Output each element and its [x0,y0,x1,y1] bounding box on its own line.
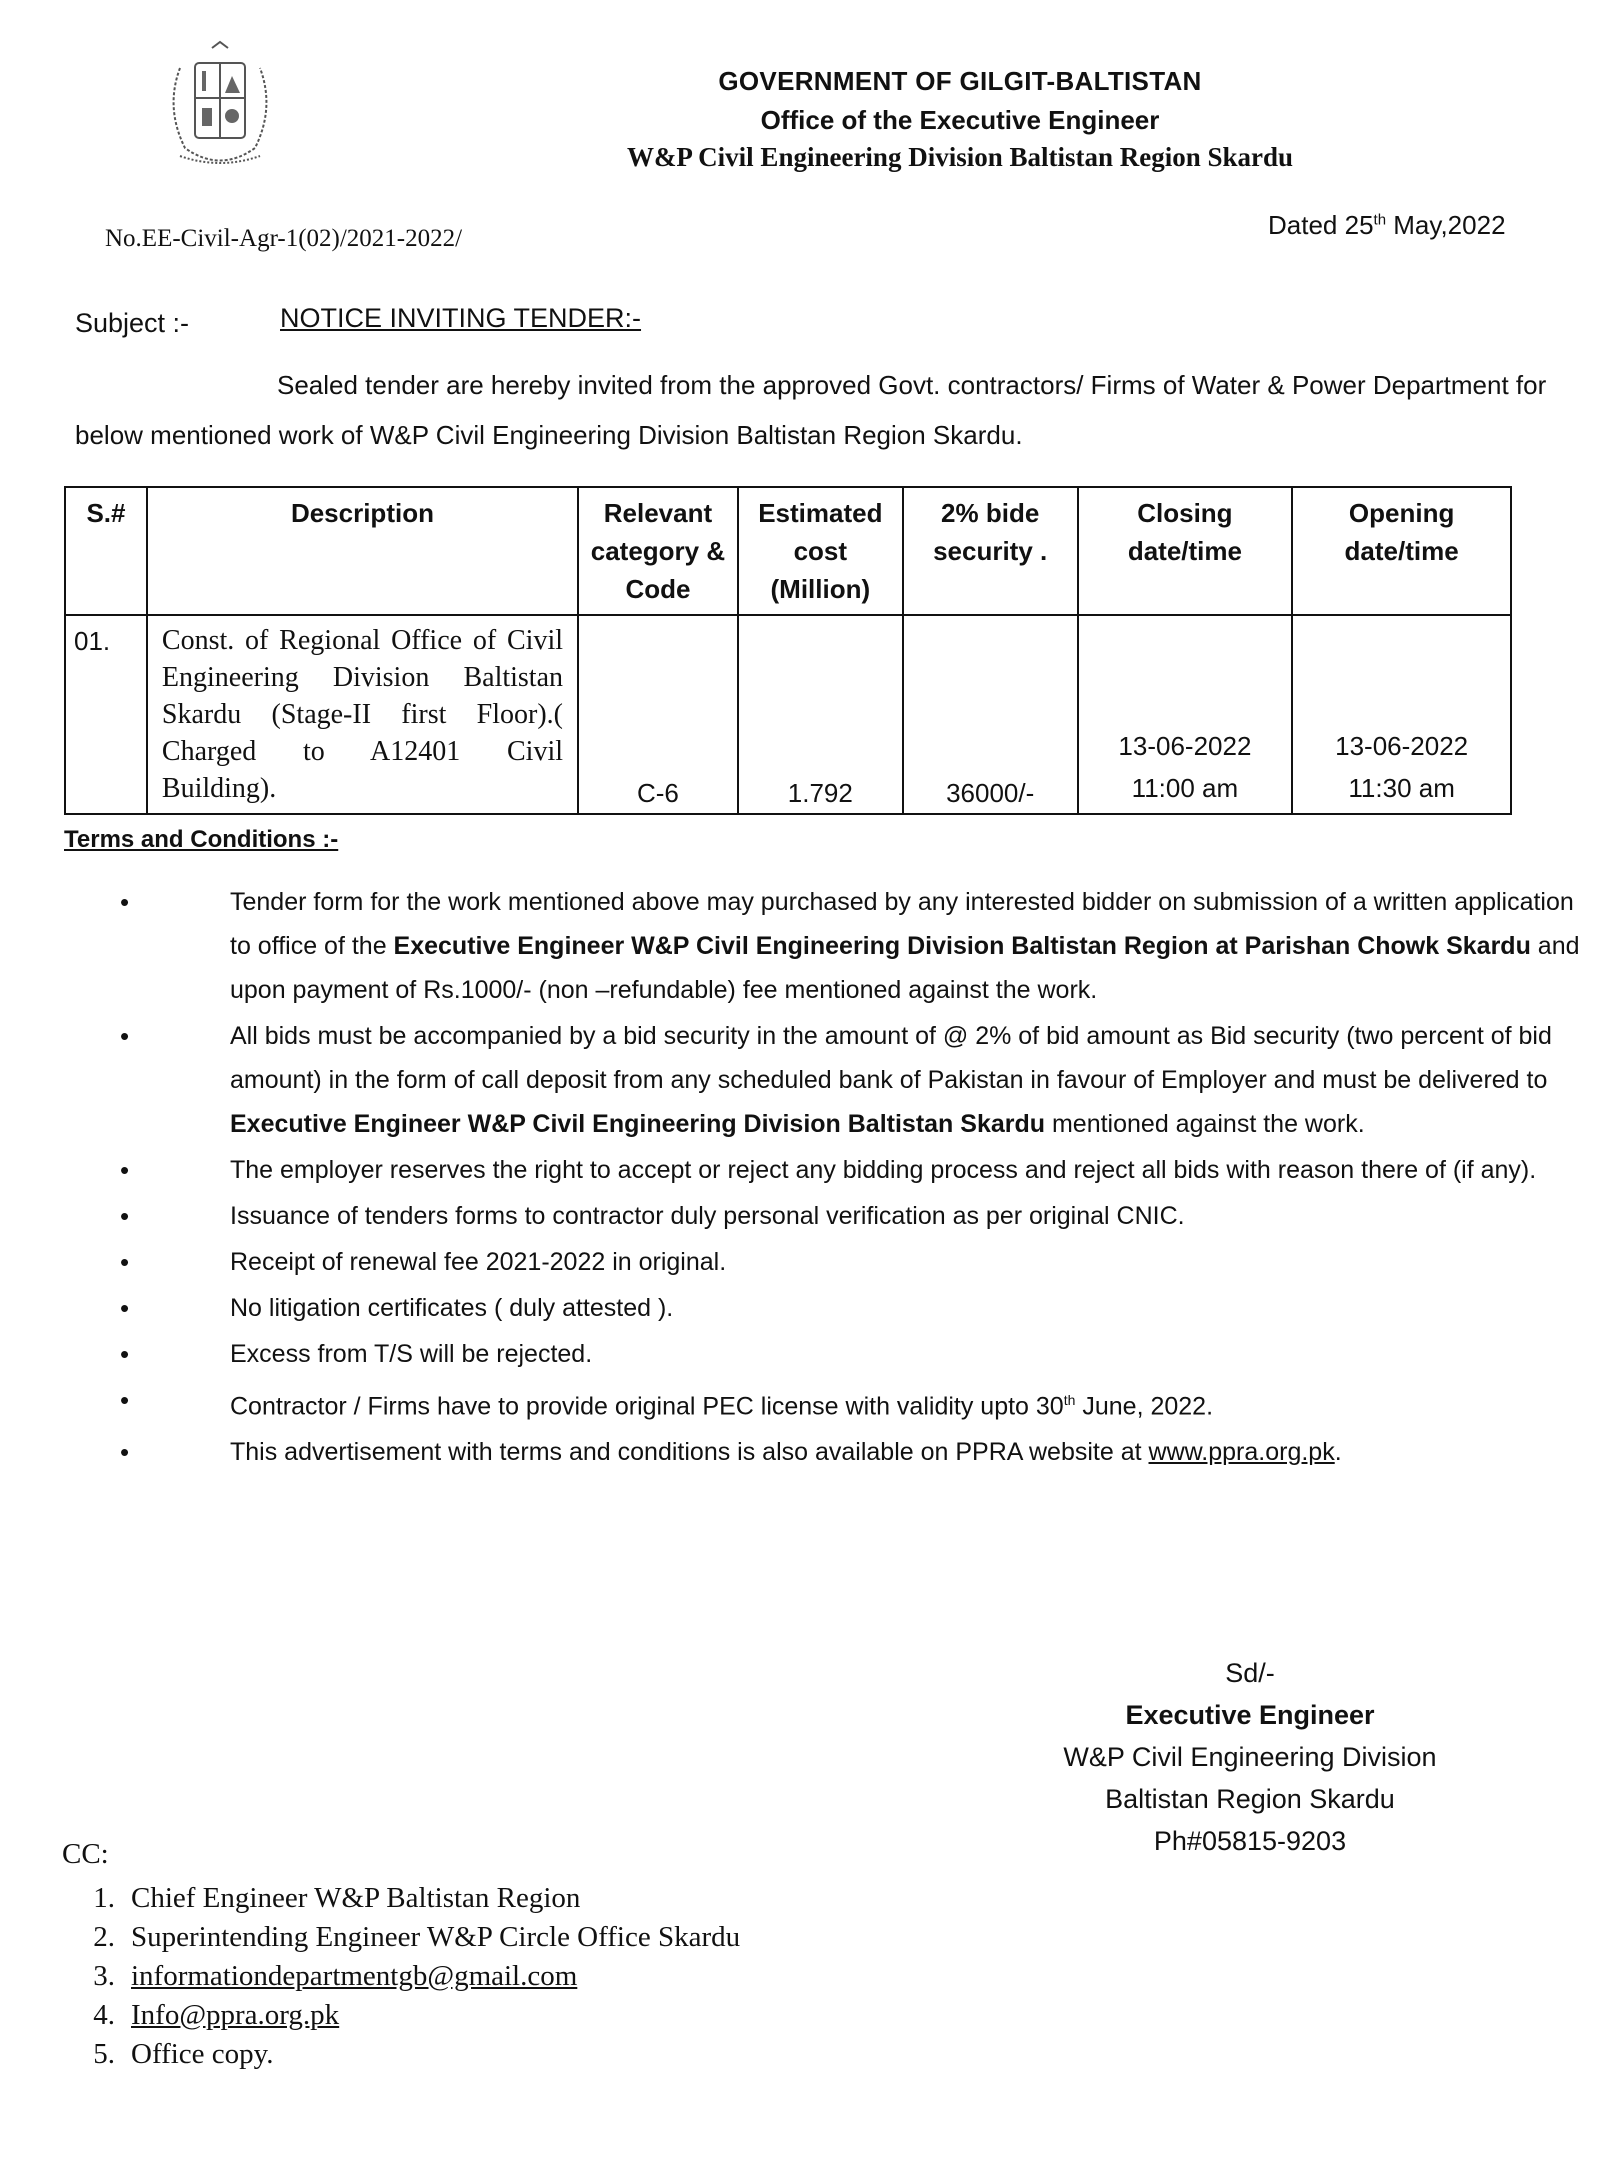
intro-text: Sealed tender are hereby invited from the approved Govt. contractors/ Firms of Water & Power Department for below mentioned work of W&P Civil Engineering Division Baltistan Region Skardu. [75,370,1547,450]
term-item [120,1240,1595,1284]
term-text: This advertisement with terms and conditions is also available on PPRA website at [230,1438,1149,1467]
date-suffix-sup: th [1373,211,1387,229]
intro-paragraph [75,360,1575,460]
signature-block [1000,1652,1500,1862]
cell-sno: 01. [65,615,147,814]
cell-estimated-cost: 1.792 [738,615,903,814]
cc-recipient: Office copy. [131,2038,274,2070]
term-item [120,1014,1595,1146]
opening-date: 13-06-2022 [1335,731,1469,761]
term-item [120,1332,1595,1376]
closing-date: 13-06-2022 [1118,731,1252,761]
division-title: W&P Civil Engineering Division Baltistan Region Skardu [626,142,1294,172]
term-text: No litigation certificates ( duly attested ). [230,1294,674,1322]
term-item [120,1378,1595,1428]
term-text: . [1334,1438,1342,1467]
header-category: Relevant category & Code [578,487,738,615]
term-item [120,1430,1595,1474]
cc-number: 5. [93,2038,115,2070]
term-text: Excess from T/S will be rejected. [230,1340,593,1368]
signature-line2: Baltistan Region Skardu [1105,1784,1395,1814]
cc-item [62,1996,740,2035]
cc-item [62,1957,740,1996]
gilgit-baltistan-emblem-icon [160,38,280,178]
cc-label: CC: [62,1838,109,1870]
cc-item [62,1918,740,1957]
date-prefix: Dated 25 [1268,210,1374,240]
letterhead [560,66,1360,173]
subject-text: NOTICE INVITING TENDER:- [280,303,642,333]
term-text: Issuance of tenders forms to contractor duly personal verification as per original CNIC. [230,1202,1185,1230]
office-title: Office of the Executive Engineer [760,105,1160,135]
cc-item [62,2035,740,2074]
header-bid-security: 2% bide security . [903,487,1078,615]
term-item [120,880,1595,1012]
term-item [120,1148,1595,1192]
term-bold-text: Executive Engineer W&P Civil Engineering Division Baltistan Skardu [230,1110,1046,1138]
bullet-icon: • [120,1385,130,1415]
bullet-icon: • [120,1293,130,1323]
term-text: Receipt of renewal fee 2021-2022 in original. [230,1248,727,1276]
term-text: June, 2022. [1075,1392,1214,1421]
bullet-icon: • [120,1339,130,1369]
term-text: Contractor / Firms have to provide original PEC license with validity upto 30 [230,1392,1064,1421]
date-suffix: May,2022 [1386,210,1506,240]
bullet-icon: • [120,1201,130,1231]
cell-description: Const. of Regional Office of Civil Engineering Division Baltistan Skardu (Stage-II first Floor).( Charged to A12401 Civil Building). [147,615,578,814]
cc-email-link[interactable]: Info@ppra.org.pk [131,1999,340,2031]
term-bold-text: Executive Engineer W&P Civil Engineering Division Baltistan Region at Parishan Chowk Skardu [393,932,1531,960]
term-text: All bids must be accompanied by a bid security in the amount of @ 2% of bid amount as Bid security (two percent of bid amount) in the form of call deposit from any scheduled bank of Pakistan in favour of Employer and must be delivered to [230,1022,1552,1094]
tender-table [64,486,1512,815]
table-row [65,615,1511,814]
cc-number: 3. [93,1960,115,1992]
cell-opening [1292,615,1511,814]
term-text: and upon payment of Rs.1000/- (non –refundable) fee mentioned against the work. [230,932,1580,1004]
term-sup: th [1063,1392,1076,1408]
cc-item [62,1879,740,1918]
terms-list [120,880,1595,1476]
signature-line1: W&P Civil Engineering Division [1063,1742,1437,1772]
header-description: Description [147,487,578,615]
opening-time: 11:30 am [1348,773,1455,803]
document-date [1268,210,1506,241]
reference-number: No.EE-Civil-Agr-1(02)/2021-2022/ [105,225,463,252]
term-item [120,1286,1595,1330]
bullet-icon: • [120,1247,130,1277]
cell-closing [1078,615,1293,814]
signature-sd: Sd/- [1225,1658,1275,1688]
government-title: GOVERNMENT OF GILGIT-BALTISTAN [718,66,1202,96]
bullet-icon: • [120,887,130,917]
signature-title: Executive Engineer [1125,1700,1375,1730]
cc-number: 4. [93,1999,115,2031]
header-opening: Opening date/time [1292,487,1511,615]
header-closing: Closing date/time [1078,487,1293,615]
cc-number: 1. [93,1882,115,1914]
header-estimated-cost: Estimated cost (Million) [738,487,903,615]
closing-time: 11:00 am [1131,773,1239,803]
cc-section [62,1838,740,2074]
cell-bid-security: 36000/- [903,615,1078,814]
term-text: Tender form for the work mentioned above may purchased by any interested bidder on submission of a written application to office of the [230,888,1574,960]
cc-list [62,1879,740,2074]
ppra-website-link[interactable]: www.ppra.org.pk [1148,1438,1335,1467]
cc-recipient: Superintending Engineer W&P Circle Office Skardu [131,1921,741,1953]
cc-recipient: Chief Engineer W&P Baltistan Region [131,1882,581,1914]
cc-email-link[interactable]: informationdepartmentgb@gmail.com [131,1960,578,1992]
terms-title: Terms and Conditions :- [64,826,339,853]
header-sno: S.# [65,487,147,615]
cell-category: C-6 [578,615,738,814]
signature-phone: Ph#05815-9203 [1153,1826,1347,1856]
term-text: mentioned against the work. [1045,1110,1365,1138]
bullet-icon: • [120,1021,130,1051]
term-text: The employer reserves the right to accept or reject any bidding process and reject all bids with reason there of (if any). [230,1156,1537,1184]
bullet-icon: • [120,1437,130,1468]
table-header-row [65,487,1511,615]
bullet-icon: • [120,1155,130,1185]
subject-label: Subject :- [75,308,190,338]
term-item [120,1194,1595,1238]
cc-number: 2. [93,1921,115,1953]
